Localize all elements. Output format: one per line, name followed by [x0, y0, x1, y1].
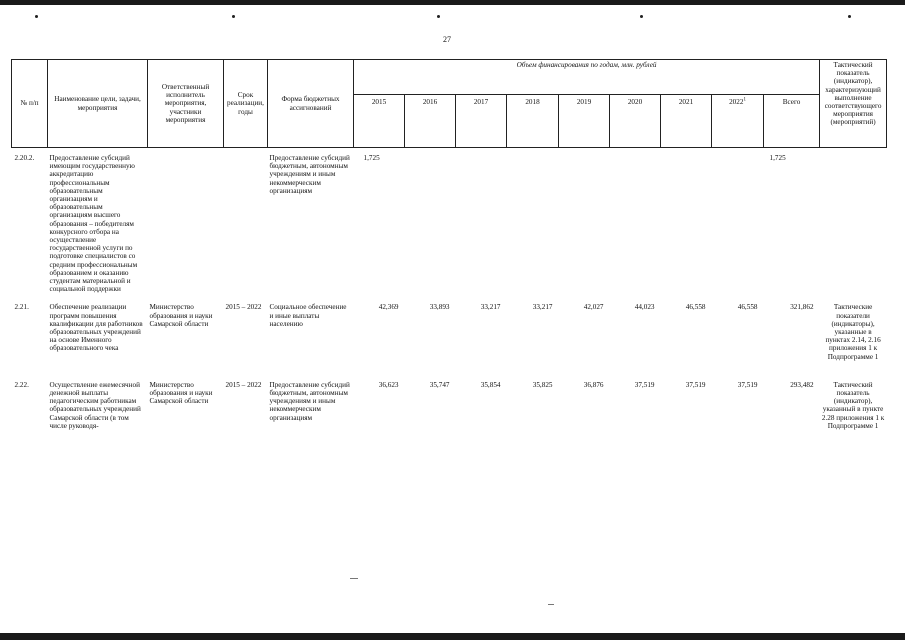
row-value: 37,519 [737, 380, 758, 389]
header-term: Срок реализации, годы [224, 60, 268, 148]
row-value: 42,369 [378, 303, 399, 312]
row-value [456, 148, 507, 294]
header-year: 2017 [456, 95, 507, 148]
scan-dot [437, 15, 440, 18]
row-value: 35,747 [429, 380, 450, 389]
row-total: 321,862 [790, 303, 814, 312]
row-term: 2015 – 2022 [225, 380, 262, 389]
row-value: 46,558 [737, 303, 758, 312]
row-form: Социальное обеспечение и иные выплаты населению [269, 303, 347, 328]
row-value: 33,217 [532, 303, 553, 312]
header-year-2022 [712, 95, 764, 148]
header-financing: Объем финансирования по годам, млн. рублей [354, 60, 820, 95]
header-indicator: Тактический показатель (индикатор), характеризующий выполнение соответствующего мероприятия (мероприятий) [820, 60, 887, 148]
row-indicator: Тактические показатели (индикаторы), указанные в пунктах 2.14, 2.16 приложения 1 к Подпрограмме 1 [825, 303, 881, 361]
row-value: 46,558 [685, 303, 706, 312]
scan-dot [232, 15, 235, 18]
header-year: 2018 [507, 95, 559, 148]
row-value: 42,027 [583, 303, 604, 312]
row-spacer [12, 293, 887, 303]
spacer-cell [12, 361, 887, 381]
row-value [405, 148, 456, 294]
row-num: 2.21. [14, 303, 29, 312]
spacer-cell [12, 293, 887, 303]
row-form: Предоставление субсидий бюджетным, автономным учреждениям и иным некоммерческим организациям [269, 380, 350, 422]
scan-artifact [350, 578, 358, 579]
row-value [559, 148, 610, 294]
program-table [11, 59, 887, 430]
table-header-row [12, 60, 887, 95]
header-year: 2021 [661, 95, 712, 148]
header-year-label: 2022 [729, 98, 744, 106]
row-value [661, 148, 712, 294]
row-form: Предоставление субсидий бюджетным, автономным учреждениям и иным некоммерческим организациям [269, 154, 350, 195]
row-value: 37,519 [685, 380, 706, 389]
row-term [224, 148, 268, 294]
row-goal: Предоставление субсидий имеющим государственную аккредитацию профессиональным образовательным организациям и образовательным организациям высшего образования – победителям конкурсного отбора на осуществление государственной услуги по подготовке специалистов со средним профессиональным образованием и оказанию студентам материальной и социальной поддержки [49, 154, 138, 294]
header-year: 2020 [610, 95, 661, 148]
header-num: № п/п [12, 60, 48, 148]
row-spacer [12, 361, 887, 381]
row-executor [148, 148, 224, 294]
header-year: 2019 [559, 95, 610, 148]
header-form: Форма бюджетных ассигнований [268, 60, 354, 148]
row-indicator [820, 148, 887, 294]
table-row [12, 148, 887, 294]
header-total: Всего [764, 95, 820, 148]
footnote-marker: 1 [743, 97, 746, 103]
row-value: 35,825 [532, 380, 553, 389]
row-executor: Министерство образования и науки Самарской области [149, 303, 213, 328]
table-row [12, 381, 887, 430]
row-value [507, 148, 559, 294]
row-value: 1,725 [363, 154, 380, 162]
row-executor: Министерство образования и науки Самарской области [149, 380, 213, 406]
scan-dot [35, 15, 38, 18]
page-number: 27 [443, 35, 451, 44]
row-term: 2015 – 2022 [225, 303, 262, 312]
row-value: 35,854 [480, 380, 501, 389]
row-num: 2.20.2. [14, 154, 35, 162]
header-executor: Ответственный исполнитель мероприятия, участники мероприятия [148, 60, 224, 148]
row-value: 44,023 [634, 303, 655, 312]
header-year: 2016 [405, 95, 456, 148]
row-total: 1,725 [769, 154, 786, 162]
header-goal: Наименование цели, задачи, мероприятия [48, 60, 148, 148]
row-total: 293,482 [790, 380, 814, 389]
scan-dot [848, 15, 851, 18]
scan-bottom-border [0, 633, 905, 640]
row-value: 36,876 [583, 380, 604, 389]
row-num: 2.22. [14, 380, 29, 389]
row-value: 37,519 [634, 380, 655, 389]
scan-artifact [548, 604, 554, 605]
row-goal: Осуществление ежемесячной денежной выплаты педагогическим работникам образовательных учреждений Самарской области (в том числе руководя- [49, 380, 141, 430]
table-row [12, 303, 887, 360]
scan-top-border [0, 0, 905, 5]
row-value: 33,893 [429, 303, 450, 312]
row-value [610, 148, 661, 294]
row-goal: Обеспечение реализации программ повышения квалификации для работников образовательных учреждений на основе Именного образовательного чека [49, 303, 143, 353]
row-value: 33,217 [480, 303, 501, 312]
row-value [712, 148, 764, 294]
scan-dot [640, 15, 643, 18]
header-year: 2015 [354, 95, 405, 148]
row-indicator: Тактический показатель (индикатор), указанный в пункте 2.28 приложения 1 к Подпрограмме 1 [821, 380, 885, 430]
row-value: 36,623 [378, 380, 399, 389]
